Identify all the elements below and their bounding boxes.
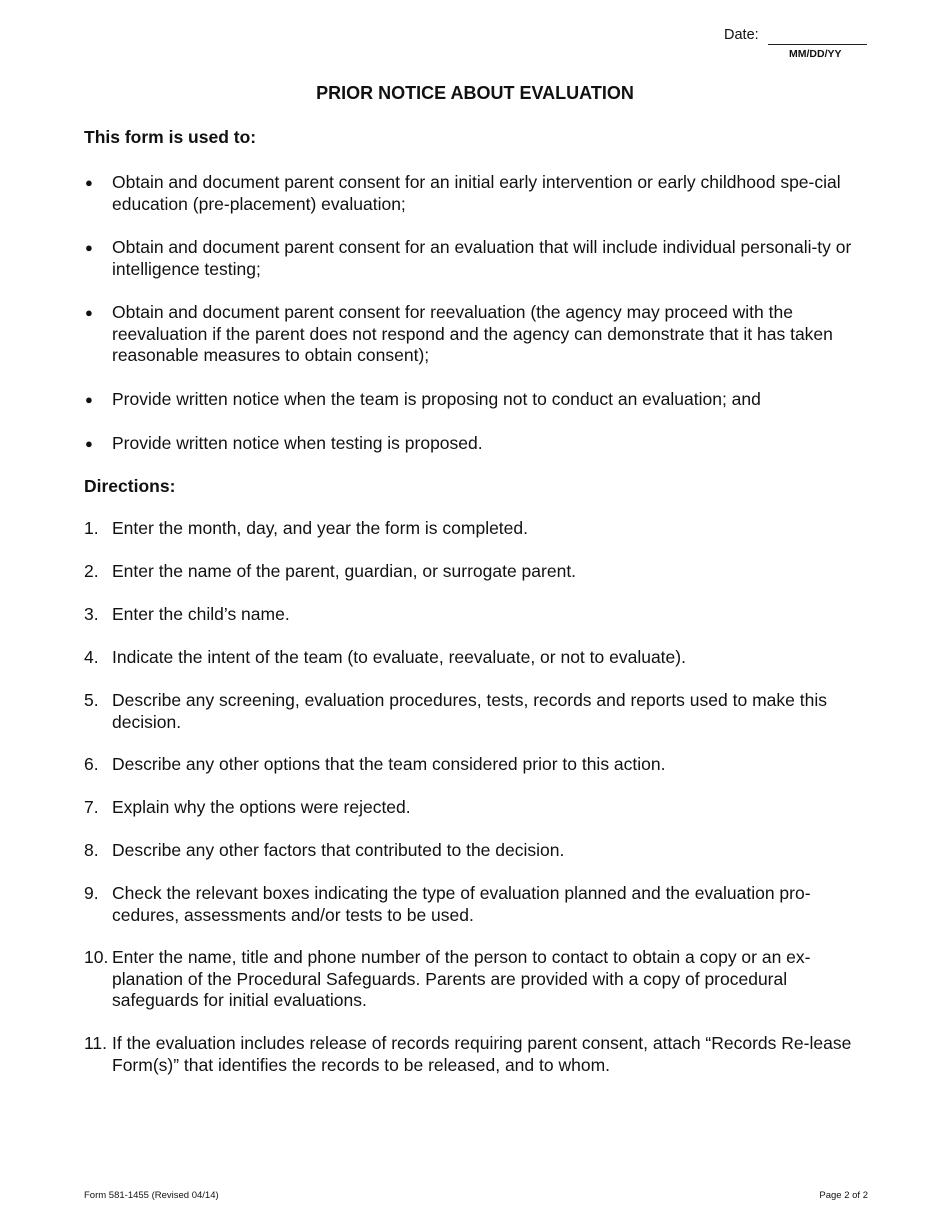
direction-item-4 — [84, 647, 869, 669]
date-format-hint: MM/DD/YY — [789, 48, 842, 60]
direction-item-text: Enter the month, day, and year the form is completed. — [112, 518, 529, 538]
item-number: 11. — [84, 1033, 108, 1053]
item-number: 4. — [84, 647, 99, 667]
bullet-icon: ● — [85, 305, 93, 320]
purpose-item-text: Obtain and document parent consent for an evaluation that will include individual personali-ty or intelligence testing; — [112, 237, 852, 279]
item-number: 2. — [84, 561, 99, 581]
purpose-item-2 — [84, 237, 869, 280]
date-label: Date: — [724, 27, 759, 43]
direction-item-text: Enter the name of the parent, guardian, or surrogate parent. — [112, 561, 577, 581]
purpose-item-text: Obtain and document parent consent for reevaluation (the agency may proceed with the reevaluation if the parent does not respond and the agency can demonstrate that it has taken reasonable measures to obtain consent); — [112, 302, 833, 365]
date-field-block — [724, 27, 870, 67]
purpose-item-text: Obtain and document parent consent for an initial early intervention or early childhood spe-cial education (pre-placement) evaluation; — [112, 172, 841, 214]
direction-item-text: Explain why the options were rejected. — [112, 797, 411, 817]
direction-item-text: If the evaluation includes release of records requiring parent consent, attach “Records Re-lease Form(s)” that identifies the records to be released, and to whom. — [112, 1033, 852, 1075]
direction-item-text: Describe any other options that the team considered prior to this action. — [112, 754, 666, 774]
purpose-item-3 — [84, 302, 869, 367]
item-number: 5. — [84, 690, 99, 710]
direction-item-9 — [84, 883, 869, 926]
direction-item-7 — [84, 797, 869, 819]
date-input-line[interactable] — [768, 44, 867, 45]
purpose-item-5 — [84, 433, 869, 455]
direction-item-10 — [84, 947, 869, 1012]
purpose-item-1 — [84, 172, 869, 215]
directions-heading: Directions: — [84, 476, 176, 496]
direction-item-5 — [84, 690, 869, 733]
direction-item-2 — [84, 561, 869, 583]
item-number: 10. — [84, 947, 109, 967]
purpose-item-4 — [84, 389, 869, 411]
page-number: Page 2 of 2 — [819, 1190, 868, 1201]
direction-item-text: Describe any other factors that contributed to the decision. — [112, 840, 565, 860]
bullet-icon: ● — [85, 240, 93, 255]
direction-item-1 — [84, 518, 869, 540]
item-number: 3. — [84, 604, 99, 624]
form-id: Form 581-1455 (Revised 04/14) — [84, 1190, 219, 1201]
item-number: 7. — [84, 797, 99, 817]
purpose-item-text: Provide written notice when the team is proposing not to conduct an evaluation; and — [112, 389, 761, 409]
purpose-item-text: Provide written notice when testing is proposed. — [112, 433, 483, 453]
direction-item-text: Enter the name, title and phone number of the person to contact to obtain a copy or an ex-planation of the Procedural Safeguards. Parents are provided with a copy of procedural safeguards for initial evaluations. — [112, 947, 811, 1010]
item-number: 6. — [84, 754, 99, 774]
direction-item-text: Indicate the intent of the team (to evaluate, reevaluate, or not to evaluate). — [112, 647, 686, 667]
direction-item-text: Check the relevant boxes indicating the type of evaluation planned and the evaluation pro-cedures, assessments and/or tests to be used. — [112, 883, 811, 925]
page-title: PRIOR NOTICE ABOUT EVALUATION — [316, 83, 634, 103]
item-number: 9. — [84, 883, 99, 903]
direction-item-11 — [84, 1033, 869, 1076]
item-number: 1. — [84, 518, 99, 538]
direction-item-8 — [84, 840, 869, 862]
direction-item-text: Describe any screening, evaluation procedures, tests, records and reports used to make this decision. — [112, 690, 827, 732]
direction-item-6 — [84, 754, 869, 776]
bullet-icon: ● — [85, 392, 93, 407]
direction-item-3 — [84, 604, 869, 626]
direction-item-text: Enter the child’s name. — [112, 604, 290, 624]
purpose-heading: This form is used to: — [84, 127, 257, 147]
bullet-icon: ● — [85, 175, 93, 190]
item-number: 8. — [84, 840, 99, 860]
bullet-icon: ● — [85, 436, 93, 451]
